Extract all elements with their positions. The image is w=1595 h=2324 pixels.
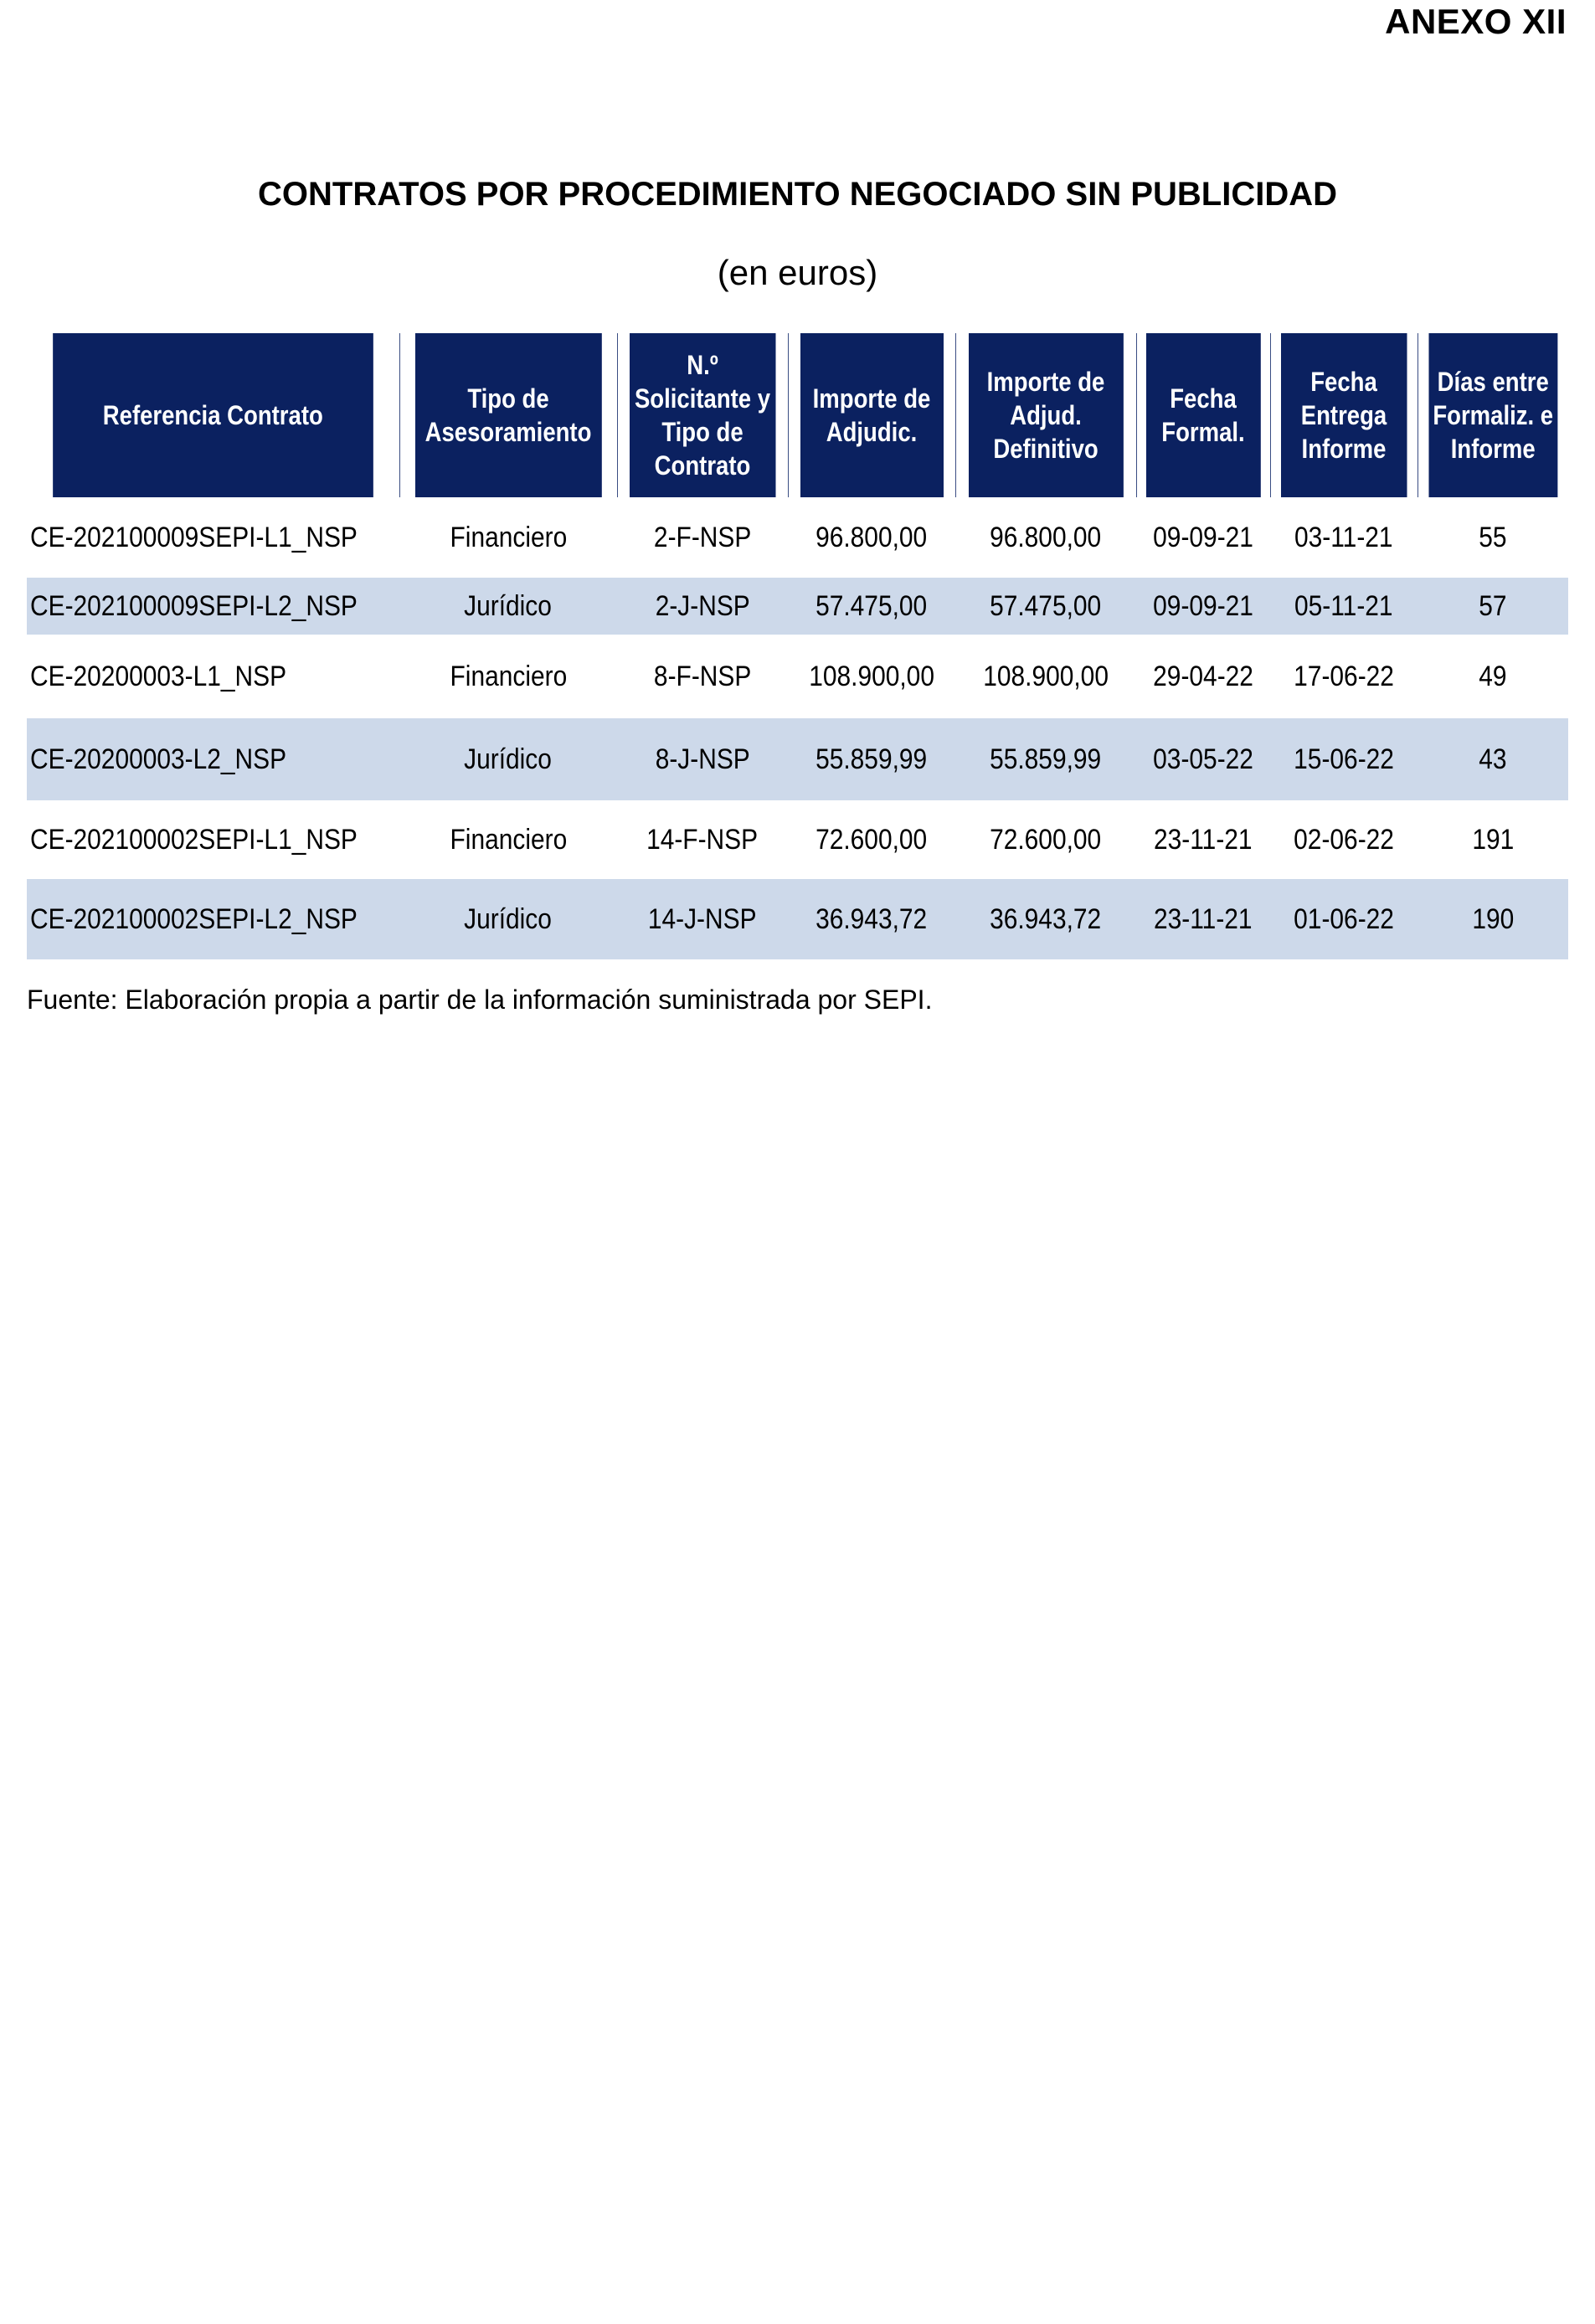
cell-text: 15-06-22 xyxy=(1294,743,1394,775)
cell-text: 8-F-NSP xyxy=(653,660,752,692)
cell-text: 57.475,00 xyxy=(816,589,928,622)
cell-fecha-entrega xyxy=(1270,718,1417,800)
cell-text: 2-F-NSP xyxy=(653,521,752,553)
cell-dias xyxy=(1417,800,1568,879)
cell-text: 23-11-21 xyxy=(1154,902,1253,935)
cell-importe xyxy=(788,635,955,718)
cell-text: 191 xyxy=(1472,823,1514,856)
cell-referencia xyxy=(27,578,399,635)
cell-importe-definitivo xyxy=(955,800,1136,879)
cell-fecha-entrega xyxy=(1270,879,1417,959)
cell-importe xyxy=(788,497,955,578)
cell-text: CE-20200003-L1_NSP xyxy=(30,660,287,692)
cell-text: 09-09-21 xyxy=(1153,521,1253,553)
annex-label: ANEXO XII xyxy=(1385,2,1567,41)
cell-importe-definitivo xyxy=(955,635,1136,718)
table-row xyxy=(27,578,1568,635)
table-header-row xyxy=(27,333,1568,497)
cell-dias xyxy=(1417,578,1568,635)
cell-text: 03-11-21 xyxy=(1294,521,1393,553)
cell-text: 01-06-22 xyxy=(1294,902,1394,935)
cell-text: Jurídico xyxy=(464,902,553,935)
cell-text: Financiero xyxy=(450,823,567,856)
cell-text: 57 xyxy=(1479,589,1507,622)
cell-fecha-formal xyxy=(1136,718,1270,800)
cell-text: 43 xyxy=(1479,743,1507,775)
cell-fecha-formal xyxy=(1136,879,1270,959)
cell-tipo xyxy=(399,497,617,578)
cell-text: 55.859,99 xyxy=(990,743,1102,775)
cell-text: 02-06-22 xyxy=(1294,823,1394,856)
cell-fecha-entrega xyxy=(1270,578,1417,635)
cell-text: 8-J-NSP xyxy=(655,743,750,775)
cell-importe-definitivo xyxy=(955,497,1136,578)
source-note: Fuente: Elaboración propia a partir de la información suministrada por SEPI. xyxy=(27,985,933,1015)
cell-importe-definitivo xyxy=(955,718,1136,800)
page-title: CONTRATOS POR PROCEDIMIENTO NEGOCIADO SIN PUBLICIDAD xyxy=(258,176,1337,213)
cell-fecha-entrega xyxy=(1270,497,1417,578)
cell-text: 55 xyxy=(1479,521,1507,553)
cell-dias xyxy=(1417,497,1568,578)
cell-text: 96.800,00 xyxy=(816,521,928,553)
cell-importe xyxy=(788,718,955,800)
cell-text: CE-20200003-L2_NSP xyxy=(30,743,287,775)
cell-referencia xyxy=(27,497,399,578)
cell-text: 108.900,00 xyxy=(983,660,1109,692)
cell-text: 05-11-21 xyxy=(1294,589,1393,622)
table-row xyxy=(27,879,1568,959)
cell-solicitante xyxy=(617,635,788,718)
cell-text: 108.900,00 xyxy=(809,660,934,692)
cell-text: Financiero xyxy=(450,660,567,692)
cell-text: Financiero xyxy=(450,521,567,553)
cell-text: 17-06-22 xyxy=(1294,660,1394,692)
cell-referencia xyxy=(27,635,399,718)
contracts-table xyxy=(27,333,1568,959)
cell-tipo xyxy=(399,578,617,635)
cell-referencia xyxy=(27,879,399,959)
cell-text: 36.943,72 xyxy=(816,902,928,935)
cell-text: 2-J-NSP xyxy=(655,589,750,622)
cell-text: Jurídico xyxy=(464,589,553,622)
cell-solicitante xyxy=(617,879,788,959)
cell-fecha-formal xyxy=(1136,800,1270,879)
cell-fecha-formal xyxy=(1136,578,1270,635)
cell-text: 49 xyxy=(1479,660,1507,692)
cell-text: 14-J-NSP xyxy=(648,902,757,935)
cell-text: 09-09-21 xyxy=(1153,589,1253,622)
cell-text: 72.600,00 xyxy=(990,823,1102,856)
header-importe-adjudic: Importe de Adjudic. xyxy=(800,333,944,497)
cell-referencia xyxy=(27,718,399,800)
cell-tipo xyxy=(399,800,617,879)
cell-text: Jurídico xyxy=(464,743,553,775)
header-tipo-asesoramiento: Tipo de Asesoramiento xyxy=(414,333,602,497)
cell-importe xyxy=(788,578,955,635)
cell-tipo xyxy=(399,879,617,959)
cell-fecha-formal xyxy=(1136,497,1270,578)
cell-dias xyxy=(1417,635,1568,718)
cell-solicitante xyxy=(617,578,788,635)
cell-text: 03-05-22 xyxy=(1153,743,1253,775)
cell-solicitante xyxy=(617,497,788,578)
cell-text: 72.600,00 xyxy=(816,823,928,856)
table-row xyxy=(27,497,1568,578)
cell-text: 36.943,72 xyxy=(990,902,1102,935)
cell-dias xyxy=(1417,879,1568,959)
cell-importe xyxy=(788,879,955,959)
header-solicitante: N.º Solicitante y Tipo de Contrato xyxy=(629,333,775,497)
cell-text: CE-202100002SEPI-L2_NSP xyxy=(30,902,358,935)
cell-text: 96.800,00 xyxy=(990,521,1102,553)
cell-importe-definitivo xyxy=(955,879,1136,959)
table-row xyxy=(27,800,1568,879)
table-row xyxy=(27,718,1568,800)
cell-text: 23-11-21 xyxy=(1154,823,1253,856)
cell-solicitante xyxy=(617,800,788,879)
cell-text: 57.475,00 xyxy=(990,589,1102,622)
cell-fecha-formal xyxy=(1136,635,1270,718)
header-fecha-entrega: Fecha Entrega Informe xyxy=(1280,333,1407,497)
header-referencia: Referencia Contrato xyxy=(53,333,373,497)
header-fecha-formal: Fecha Formal. xyxy=(1145,333,1261,497)
cell-text: CE-202100009SEPI-L1_NSP xyxy=(30,521,358,553)
cell-text: 190 xyxy=(1472,902,1514,935)
cell-importe xyxy=(788,800,955,879)
header-dias: Días entre Formaliz. e Informe xyxy=(1428,333,1558,497)
cell-referencia xyxy=(27,800,399,879)
cell-tipo xyxy=(399,718,617,800)
cell-fecha-entrega xyxy=(1270,800,1417,879)
table-row xyxy=(27,635,1568,718)
cell-text: 14-F-NSP xyxy=(646,823,759,856)
cell-text: 55.859,99 xyxy=(816,743,928,775)
cell-solicitante xyxy=(617,718,788,800)
header-importe-definitivo: Importe de Adjud. Definitivo xyxy=(968,333,1124,497)
cell-fecha-entrega xyxy=(1270,635,1417,718)
cell-text: 29-04-22 xyxy=(1153,660,1253,692)
cell-importe-definitivo xyxy=(955,578,1136,635)
cell-dias xyxy=(1417,718,1568,800)
cell-text: CE-202100002SEPI-L1_NSP xyxy=(30,823,358,856)
page-subtitle: (en euros) xyxy=(717,253,878,292)
cell-tipo xyxy=(399,635,617,718)
cell-text: CE-202100009SEPI-L2_NSP xyxy=(30,589,358,622)
